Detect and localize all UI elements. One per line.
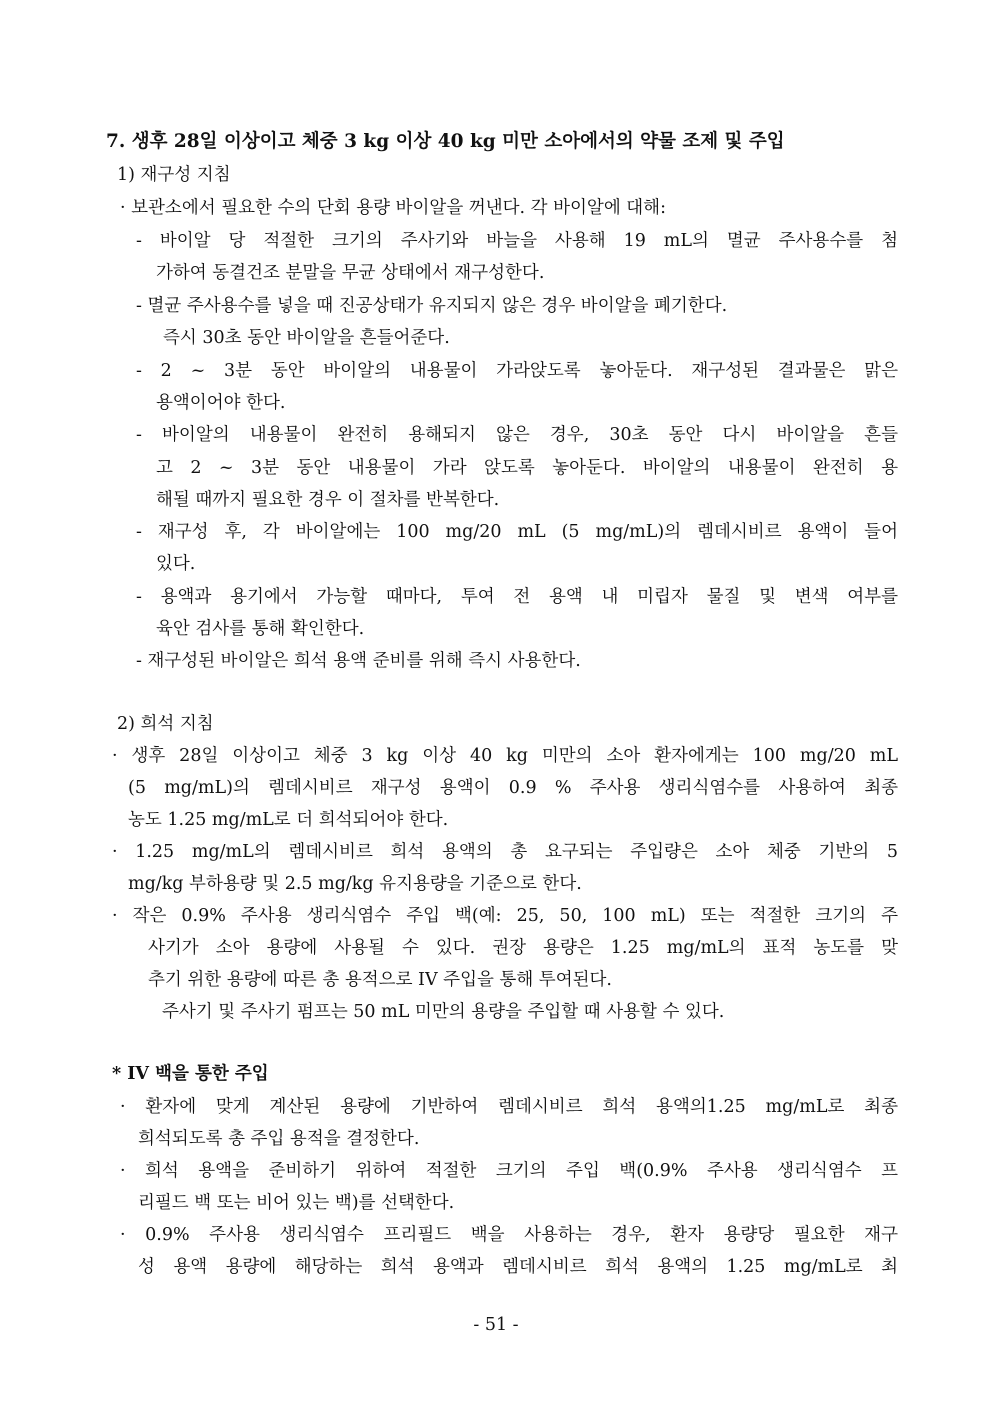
- reconstitution-line: - 바이알 당 적절한 크기의 주사기와 바늘을 사용해 19 mL의 멸균 주사용수를 첨: [136, 231, 898, 251]
- reconstitution-line: - 재구성 후, 각 바이알에는 100 mg/20 mL (5 mg/mL)의 렘데시비르 용액이 들어: [136, 522, 898, 542]
- reconstitution-line: 고 2 ~ 3분 동안 내용물이 가라 앉도록 놓아둔다. 바이알의 내용물이 완전히 용: [156, 458, 898, 478]
- iv-bag-line: 희석되도록 총 주입 용적을 결정한다.: [138, 1129, 420, 1149]
- dilution-heading: 2) 희석 지침: [117, 714, 214, 734]
- iv-bag-line: 성 용액 용량에 해당하는 희석 용액과 렘데시비르 희석 용액의 1.25 mg/mL로 최: [138, 1257, 898, 1277]
- dilution-line: 농도 1.25 mg/mL로 더 희석되어야 한다.: [128, 810, 449, 830]
- iv-bag-line: · 희석 용액을 준비하기 위하여 적절한 크기의 주입 백(0.9% 주사용 생리식염수 프: [120, 1161, 898, 1181]
- page-number: - 51 -: [473, 1315, 519, 1335]
- section-title: 7. 생후 28일 이상이고 체중 3 kg 이상 40 kg 미만 소아에서의 약물 조제 및 주입: [106, 131, 785, 152]
- reconstitution-line: 즉시 30초 동안 바이알을 흔들어준다.: [163, 328, 450, 348]
- dilution-line: 주사기 및 주사기 펌프는 50 mL 미만의 용량을 주입할 때 사용할 수 있다.: [162, 1002, 725, 1022]
- reconstitution-line: 가하여 동결건조 분말을 무균 상태에서 재구성한다.: [156, 263, 545, 283]
- reconstitution-line: - 멸균 주사용수를 넣을 때 진공상태가 유지되지 않은 경우 바이알을 폐기한다.: [136, 296, 728, 316]
- reconstitution-line: 육안 검사를 통해 확인한다.: [156, 619, 365, 639]
- reconstitution-intro: · 보관소에서 필요한 수의 단회 용량 바이알을 꺼낸다. 각 바이알에 대해:: [120, 198, 666, 218]
- dilution-line: (5 mg/mL)의 렘데시비르 재구성 용액이 0.9 % 주사용 생리식염수를 사용하여 최종: [128, 778, 898, 798]
- reconstitution-line: - 바이알의 내용물이 완전히 용해되지 않은 경우, 30초 동안 다시 바이알을 흔들: [136, 425, 898, 445]
- dilution-line: 추기 위한 용량에 따른 총 용적으로 IV 주입을 통해 투여된다.: [148, 970, 612, 990]
- dilution-line: · 생후 28일 이상이고 체중 3 kg 이상 40 kg 미만의 소아 환자에게는 100 mg/20 mL: [112, 746, 898, 766]
- reconstitution-line: 해될 때까지 필요한 경우 이 절차를 반복한다.: [156, 490, 500, 510]
- iv-bag-heading: * IV 백을 통한 주입: [112, 1064, 269, 1084]
- reconstitution-line: 있다.: [156, 554, 196, 574]
- iv-bag-line: · 0.9% 주사용 생리식염수 프리필드 백을 사용하는 경우, 환자 용량당 필요한 재구: [120, 1225, 898, 1245]
- reconstitution-heading: 1) 재구성 지침: [117, 165, 231, 185]
- reconstitution-line: - 2 ~ 3분 동안 바이알의 내용물이 가라앉도록 놓아둔다. 재구성된 결과물은 맑은: [136, 361, 898, 381]
- reconstitution-line: 용액이어야 한다.: [156, 393, 286, 413]
- reconstitution-line: - 재구성된 바이알은 희석 용액 준비를 위해 즉시 사용한다.: [136, 651, 581, 671]
- dilution-line: 사기가 소아 용량에 사용될 수 있다. 권장 용량은 1.25 mg/mL의 표적 농도를 맞: [148, 938, 898, 958]
- iv-bag-line: 리필드 백 또는 비어 있는 백)를 선택한다.: [138, 1193, 455, 1213]
- reconstitution-line: - 용액과 용기에서 가능할 때마다, 투여 전 용액 내 미립자 물질 및 변색 여부를: [136, 587, 898, 607]
- dilution-line: · 작은 0.9% 주사용 생리식염수 주입 백(예: 25, 50, 100 mL) 또는 적절한 크기의 주: [112, 906, 898, 926]
- iv-bag-line: · 환자에 맞게 계산된 용량에 기반하여 렘데시비르 희석 용액의1.25 mg/mL로 최종: [120, 1097, 898, 1117]
- dilution-line: · 1.25 mg/mL의 렘데시비르 희석 용액의 총 요구되는 주입량은 소아 체중 기반의 5: [112, 842, 898, 862]
- dilution-line: mg/kg 부하용량 및 2.5 mg/kg 유지용량을 기준으로 한다.: [128, 874, 582, 894]
